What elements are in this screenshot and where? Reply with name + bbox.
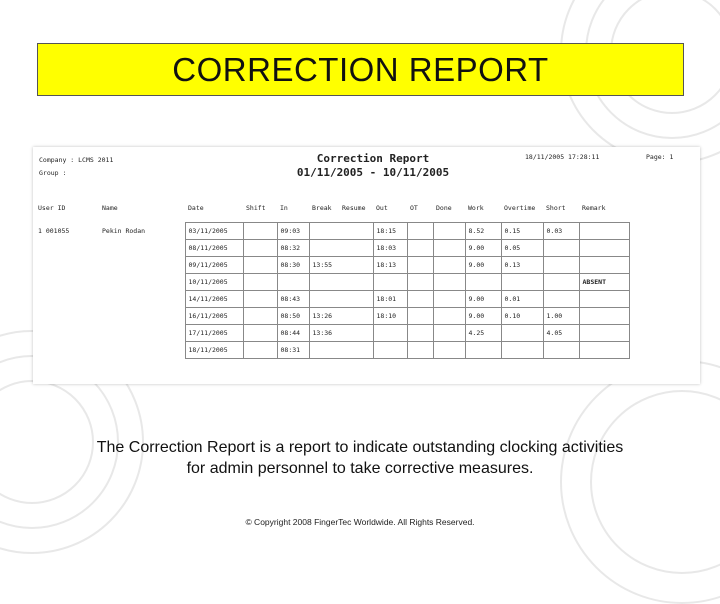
table-row (35, 223, 629, 240)
cell-break (309, 342, 373, 359)
cell-break (309, 223, 373, 240)
cell-remark (579, 223, 629, 240)
cell-in: 08:32 (277, 240, 309, 257)
cell-ot (407, 342, 433, 359)
cell-short: 1.00 (543, 308, 579, 325)
cell-break: 13:55 (309, 257, 373, 274)
title-banner (37, 43, 684, 96)
cell-shift (243, 325, 277, 342)
table-row (35, 342, 629, 359)
cell-ot (407, 223, 433, 240)
cell-break (309, 274, 373, 291)
cell-done (433, 325, 465, 342)
cell-in (277, 274, 309, 291)
cell-in: 08:43 (277, 291, 309, 308)
cell-break: 13:36 (309, 325, 373, 342)
cell-date: 09/11/2005 (185, 257, 243, 274)
cell-work: 9.00 (465, 240, 501, 257)
cell-in: 09:03 (277, 223, 309, 240)
table-row (35, 308, 629, 325)
cell-date: 16/11/2005 (185, 308, 243, 325)
cell-shift (243, 223, 277, 240)
cell-short (543, 240, 579, 257)
table-row (35, 274, 629, 291)
cell-work (465, 342, 501, 359)
cell-overtime: 0.10 (501, 308, 543, 325)
cell-done (433, 291, 465, 308)
col-in: In (280, 203, 288, 212)
report-table (35, 201, 630, 359)
cell-short: 0.03 (543, 223, 579, 240)
cell-ot (407, 291, 433, 308)
cell-remark (579, 240, 629, 257)
cell-overtime: 0.13 (501, 257, 543, 274)
cell-remark (579, 257, 629, 274)
cell-shift (243, 308, 277, 325)
cell-done (433, 342, 465, 359)
cell-overtime (501, 274, 543, 291)
cell-remark (579, 291, 629, 308)
correction-report-image (33, 147, 700, 384)
report-printed-date: 18/11/2005 17:28:11 (525, 153, 600, 161)
employee-name: Pekin Rodan (102, 227, 146, 235)
cell-shift (243, 257, 277, 274)
report-group: Group : (39, 169, 67, 177)
cell-remark-absent: ABSENT (579, 274, 629, 291)
cell-ot (407, 240, 433, 257)
cell-work: 9.00 (465, 291, 501, 308)
cell-out: 18:03 (373, 240, 407, 257)
report-title: Correction Report (316, 152, 430, 165)
cell-overtime: 0.15 (501, 223, 543, 240)
cell-in: 08:31 (277, 342, 309, 359)
cell-short (543, 274, 579, 291)
caption-line-2: for admin personnel to take corrective measures. (186, 460, 534, 477)
cell-ot (407, 274, 433, 291)
table-row (35, 240, 629, 257)
cell-out (373, 274, 407, 291)
cell-date: 10/11/2005 (185, 274, 243, 291)
cell-in: 08:50 (277, 308, 309, 325)
cell-break (309, 291, 373, 308)
cell-done (433, 274, 465, 291)
cell-shift (243, 342, 277, 359)
cell-remark (579, 325, 629, 342)
cell-short (543, 342, 579, 359)
cell-remark (579, 342, 629, 359)
cell-date: 17/11/2005 (185, 325, 243, 342)
cell-ot (407, 308, 433, 325)
cell-out (373, 325, 407, 342)
col-remark: Remark (582, 203, 606, 212)
report-page-number: Page: 1 (646, 153, 674, 161)
cell-short: 4.05 (543, 325, 579, 342)
col-work: Work (468, 203, 484, 212)
cell-date: 14/11/2005 (185, 291, 243, 308)
cell-done (433, 308, 465, 325)
col-out: Out (376, 203, 388, 212)
cell-in: 08:30 (277, 257, 309, 274)
col-ot: OT (410, 203, 418, 212)
cell-shift (243, 274, 277, 291)
caption-line-1: The Correction Report is a report to indicate outstanding clocking activities (96, 439, 624, 456)
cell-overtime (501, 325, 543, 342)
cell-remark (579, 308, 629, 325)
col-resume: Resume (342, 203, 366, 212)
cell-work: 4.25 (465, 325, 501, 342)
cell-break (309, 240, 373, 257)
table-row (35, 291, 629, 308)
cell-done (433, 223, 465, 240)
cell-ot (407, 257, 433, 274)
cell-overtime: 0.05 (501, 240, 543, 257)
cell-out: 18:10 (373, 308, 407, 325)
cell-work: 8.52 (465, 223, 501, 240)
col-done: Done (436, 203, 452, 212)
cell-overtime: 0.01 (501, 291, 543, 308)
cell-date: 08/11/2005 (185, 240, 243, 257)
col-user-id: User ID (38, 203, 66, 212)
copyright-footer: © Copyright 2008 FingerTec Worldwide. All Rights Reserved. (245, 517, 475, 527)
cell-short (543, 291, 579, 308)
cell-work: 9.00 (465, 308, 501, 325)
cell-ot (407, 325, 433, 342)
report-date-range: 01/11/2005 - 10/11/2005 (296, 166, 450, 179)
cell-out: 18:01 (373, 291, 407, 308)
cell-done (433, 240, 465, 257)
cell-out: 18:13 (373, 257, 407, 274)
cell-out (373, 342, 407, 359)
col-name: Name (102, 203, 118, 212)
cell-date: 18/11/2005 (185, 342, 243, 359)
table-row (35, 257, 629, 274)
cell-break: 13:26 (309, 308, 373, 325)
report-header-row (35, 201, 629, 214)
cell-shift (243, 291, 277, 308)
col-shift: Shift (246, 203, 266, 212)
report-company: Company : LCMS 2011 (39, 156, 114, 164)
cell-work: 9.00 (465, 257, 501, 274)
col-break: Break (312, 203, 332, 212)
col-date: Date (188, 203, 204, 212)
table-row (35, 325, 629, 342)
cell-work (465, 274, 501, 291)
cell-shift (243, 240, 277, 257)
cell-out: 18:15 (373, 223, 407, 240)
cell-short (543, 257, 579, 274)
slide-title: CORRECTION REPORT (172, 50, 549, 88)
col-overtime: Overtime (504, 203, 536, 212)
cell-done (433, 257, 465, 274)
employee-id: 1 001055 (38, 227, 70, 235)
cell-in: 08:44 (277, 325, 309, 342)
cell-overtime (501, 342, 543, 359)
cell-date: 03/11/2005 (185, 223, 243, 240)
slide-caption (20, 437, 700, 479)
col-short: Short (546, 203, 566, 212)
